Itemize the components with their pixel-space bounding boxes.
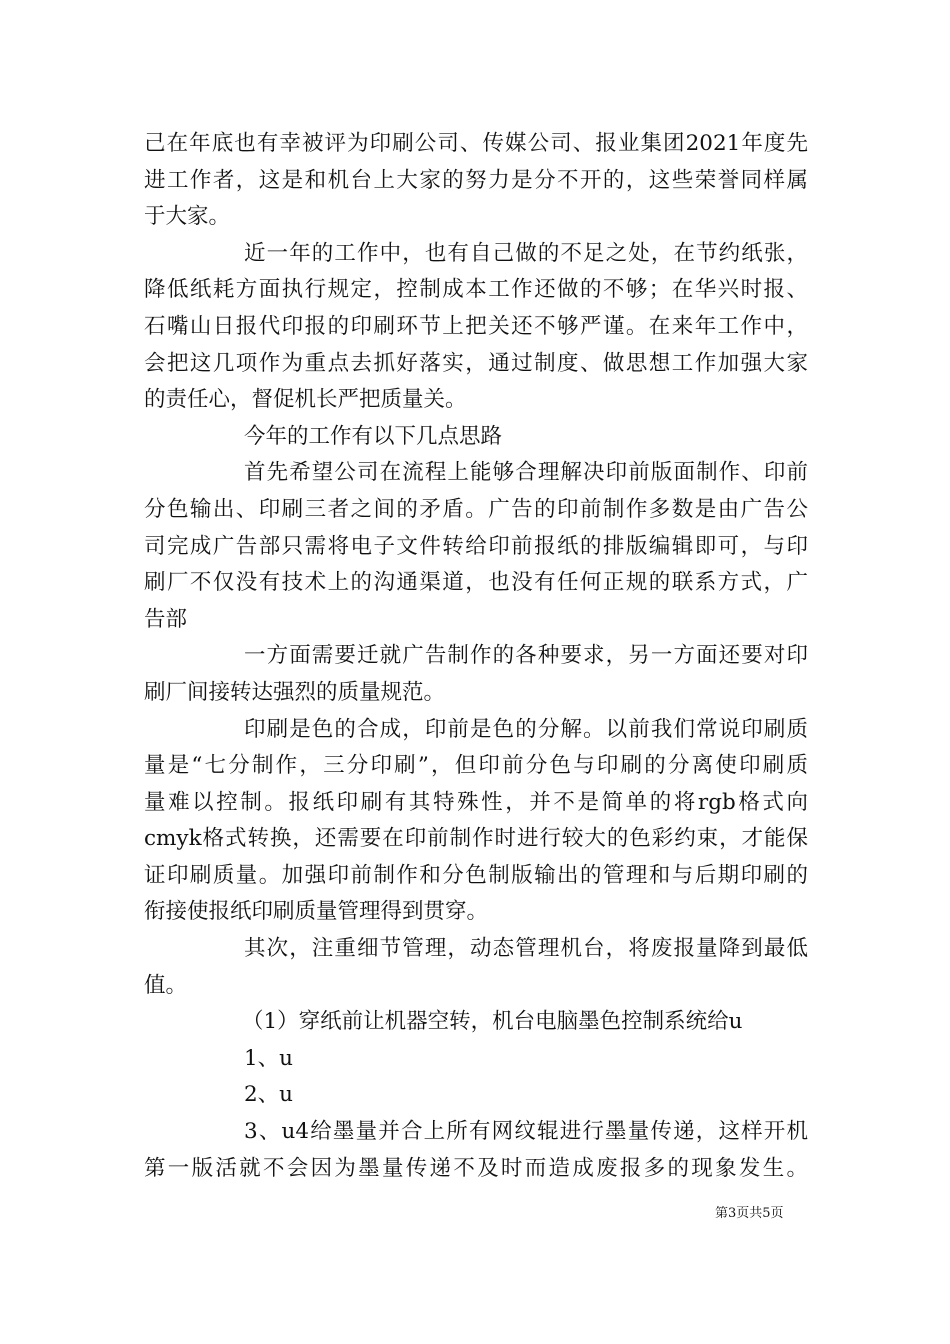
paragraph-line: 分色输出、印刷三者之间的矛盾。广告的印前制作多数是由广告公: [144, 496, 808, 522]
paragraph-line: 衔接使报纸印刷质量管理得到贯穿。: [144, 899, 489, 925]
body-text: [144, 126, 808, 1187]
paragraph-line: 证印刷质量。加强印前制作和分色制版输出的管理和与后期印刷的: [144, 862, 808, 888]
paragraph-line: 一方面需要迁就广告制作的各种要求，另一方面还要对印: [244, 643, 808, 669]
paragraph-line: cmyk格式转换，还需要在印前制作时进行较大的色彩约束，才能保: [144, 826, 808, 852]
paragraph-line: 会把这几项作为重点去抓好落实，通过制度、做思想工作加强大家: [144, 350, 808, 376]
paragraph-line: 刷厂不仅没有技术上的沟通渠道，也没有任何正规的联系方式，广: [144, 570, 808, 596]
paragraph-line: 己在年底也有幸被评为印刷公司、传媒公司、报业集团2021年度先: [144, 131, 808, 156]
paragraph-line: 今年的工作有以下几点思路: [244, 423, 503, 449]
paragraph-line: （1）穿纸前让机器空转，机台电脑墨色控制系统给u: [242, 1009, 743, 1035]
paragraph-line: 告部: [144, 606, 188, 632]
paragraph-line: 司完成广告部只需将电子文件转给印前报纸的排版编辑即可，与印: [144, 533, 808, 559]
paragraph-line: 降低纸耗方面执行规定，控制成本工作还做的不够；在华兴时报、: [144, 277, 808, 303]
paragraph-line: 石嘴山日报代印报的印刷环节上把关还不够严谨。在来年工作中，: [144, 313, 808, 339]
paragraph-line: 进工作者，这是和机台上大家的努力是分不开的，这些荣誉同样属: [144, 167, 808, 193]
paragraph-line: 量是“七分制作，三分印刷”，但印前分色与印刷的分离使印刷质: [144, 753, 808, 779]
paragraph-line: 量难以控制。报纸印刷有其特殊性，并不是简单的将rgb格式向: [144, 789, 808, 815]
paragraph-line: 1、u: [244, 1045, 294, 1071]
paragraph-line: 3、u4给墨量并合上所有网纹辊进行墨量传递，这样开机: [244, 1119, 808, 1145]
paragraph-line: 2、u: [244, 1082, 294, 1108]
paragraph-line: 刷厂间接转达强烈的质量规范。: [144, 679, 446, 705]
paragraph-line: 值。: [144, 972, 188, 998]
paragraph-line: 其次，注重细节管理，动态管理机台，将废报量降到最低: [244, 936, 808, 962]
paragraph-line: 的责任心，督促机长严把质量关。: [144, 387, 467, 413]
page-footer: 第3页共5页: [715, 1206, 784, 1221]
paragraph-line: 首先希望公司在流程上能够合理解决印前版面制作、印前: [244, 460, 808, 486]
paragraph-line: 近一年的工作中，也有自己做的不足之处，在节约纸张，: [244, 240, 808, 266]
paragraph-line: 第一版活就不会因为墨量传递不及时而造成废报多的现象发生。: [144, 1155, 808, 1181]
paragraph-line: 于大家。: [144, 204, 231, 230]
paragraph-line: 印刷是色的合成，印前是色的分解。以前我们常说印刷质: [244, 716, 808, 742]
